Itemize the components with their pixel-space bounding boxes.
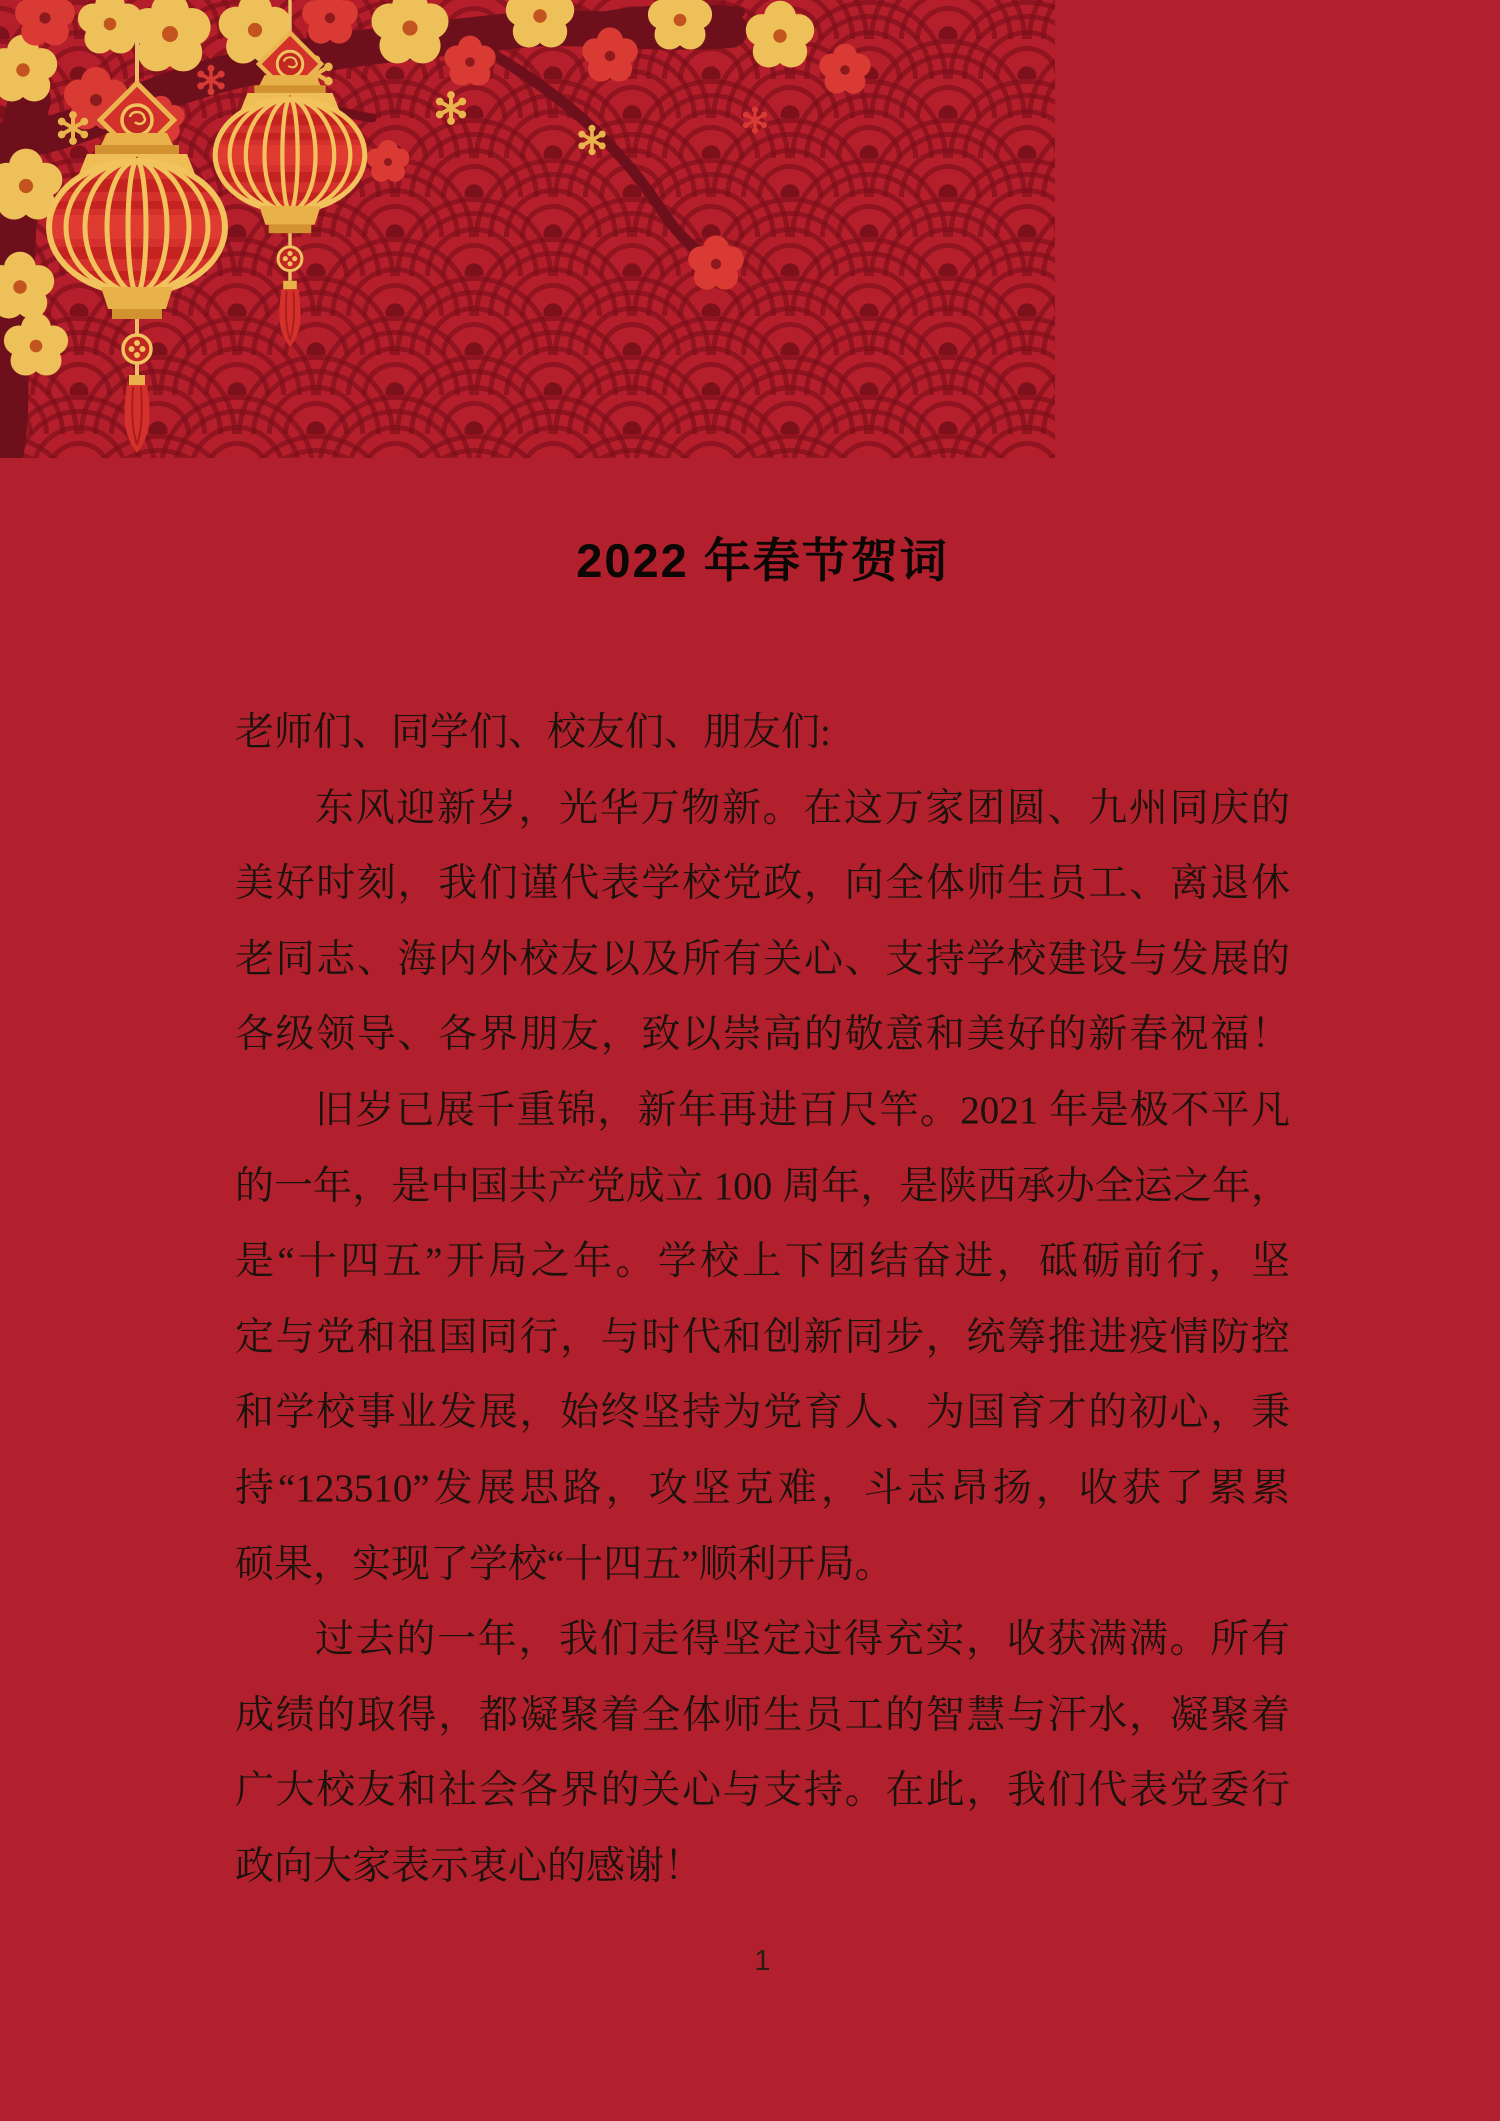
text-line: 是“十四五”开局之年。学校上下团结奋进，砥砺前行，坚 xyxy=(235,1240,1290,1284)
text-line: 过去的一年，我们走得坚定过得充实，收获满满。所有 xyxy=(315,1618,1290,1662)
text-line: 老师们、同学们、校友们、朋友们: xyxy=(235,711,831,754)
text-line: 政向大家表示衷心的感谢！ xyxy=(235,1844,704,1888)
page-number: 1 xyxy=(754,1945,771,1977)
festive-banner xyxy=(0,0,1055,458)
text-line: 广大校友和社会各界的关心与支持。在此，我们代表党委行 xyxy=(235,1769,1290,1813)
text-line: 美好时刻，我们谨代表学校党政，向全体师生员工、离退休 xyxy=(235,862,1290,906)
text-line: 硕果，实现了学校“十四五”顺利开局。 xyxy=(235,1542,894,1586)
page-title: 2022 年春节贺词 xyxy=(576,534,949,587)
text-line: 老同志、海内外校友以及所有关心、支持学校建设与发展的 xyxy=(235,937,1290,981)
text-line: 和学校事业发展，始终坚持为党育人、为国育才的初心，秉 xyxy=(235,1391,1290,1435)
text-line: 定与党和祖国同行，与时代和创新同步，统筹推进疫情防控 xyxy=(235,1315,1290,1359)
text-line: 持“123510”发展思路，攻坚克难，斗志昂扬，收获了累累 xyxy=(235,1466,1290,1510)
text-line: 旧岁已展千重锦，新年再进百尺竿。2021 年是极不平凡 xyxy=(315,1088,1290,1132)
text-line: 各级领导、各界朋友，致以崇高的敬意和美好的新春祝福！ xyxy=(235,1013,1290,1057)
text-line: 东风迎新岁，光华万物新。在这万家团圆、九州同庆的 xyxy=(315,786,1290,830)
text-line: 的一年，是中国共产党成立 100 周年，是陕西承办全运之年， xyxy=(235,1164,1290,1208)
banner-decoration xyxy=(0,0,1055,458)
text-line: 成绩的取得，都凝聚着全体师生员工的智慧与汗水，凝聚着 xyxy=(235,1693,1290,1737)
greeting-body xyxy=(235,695,1290,1905)
